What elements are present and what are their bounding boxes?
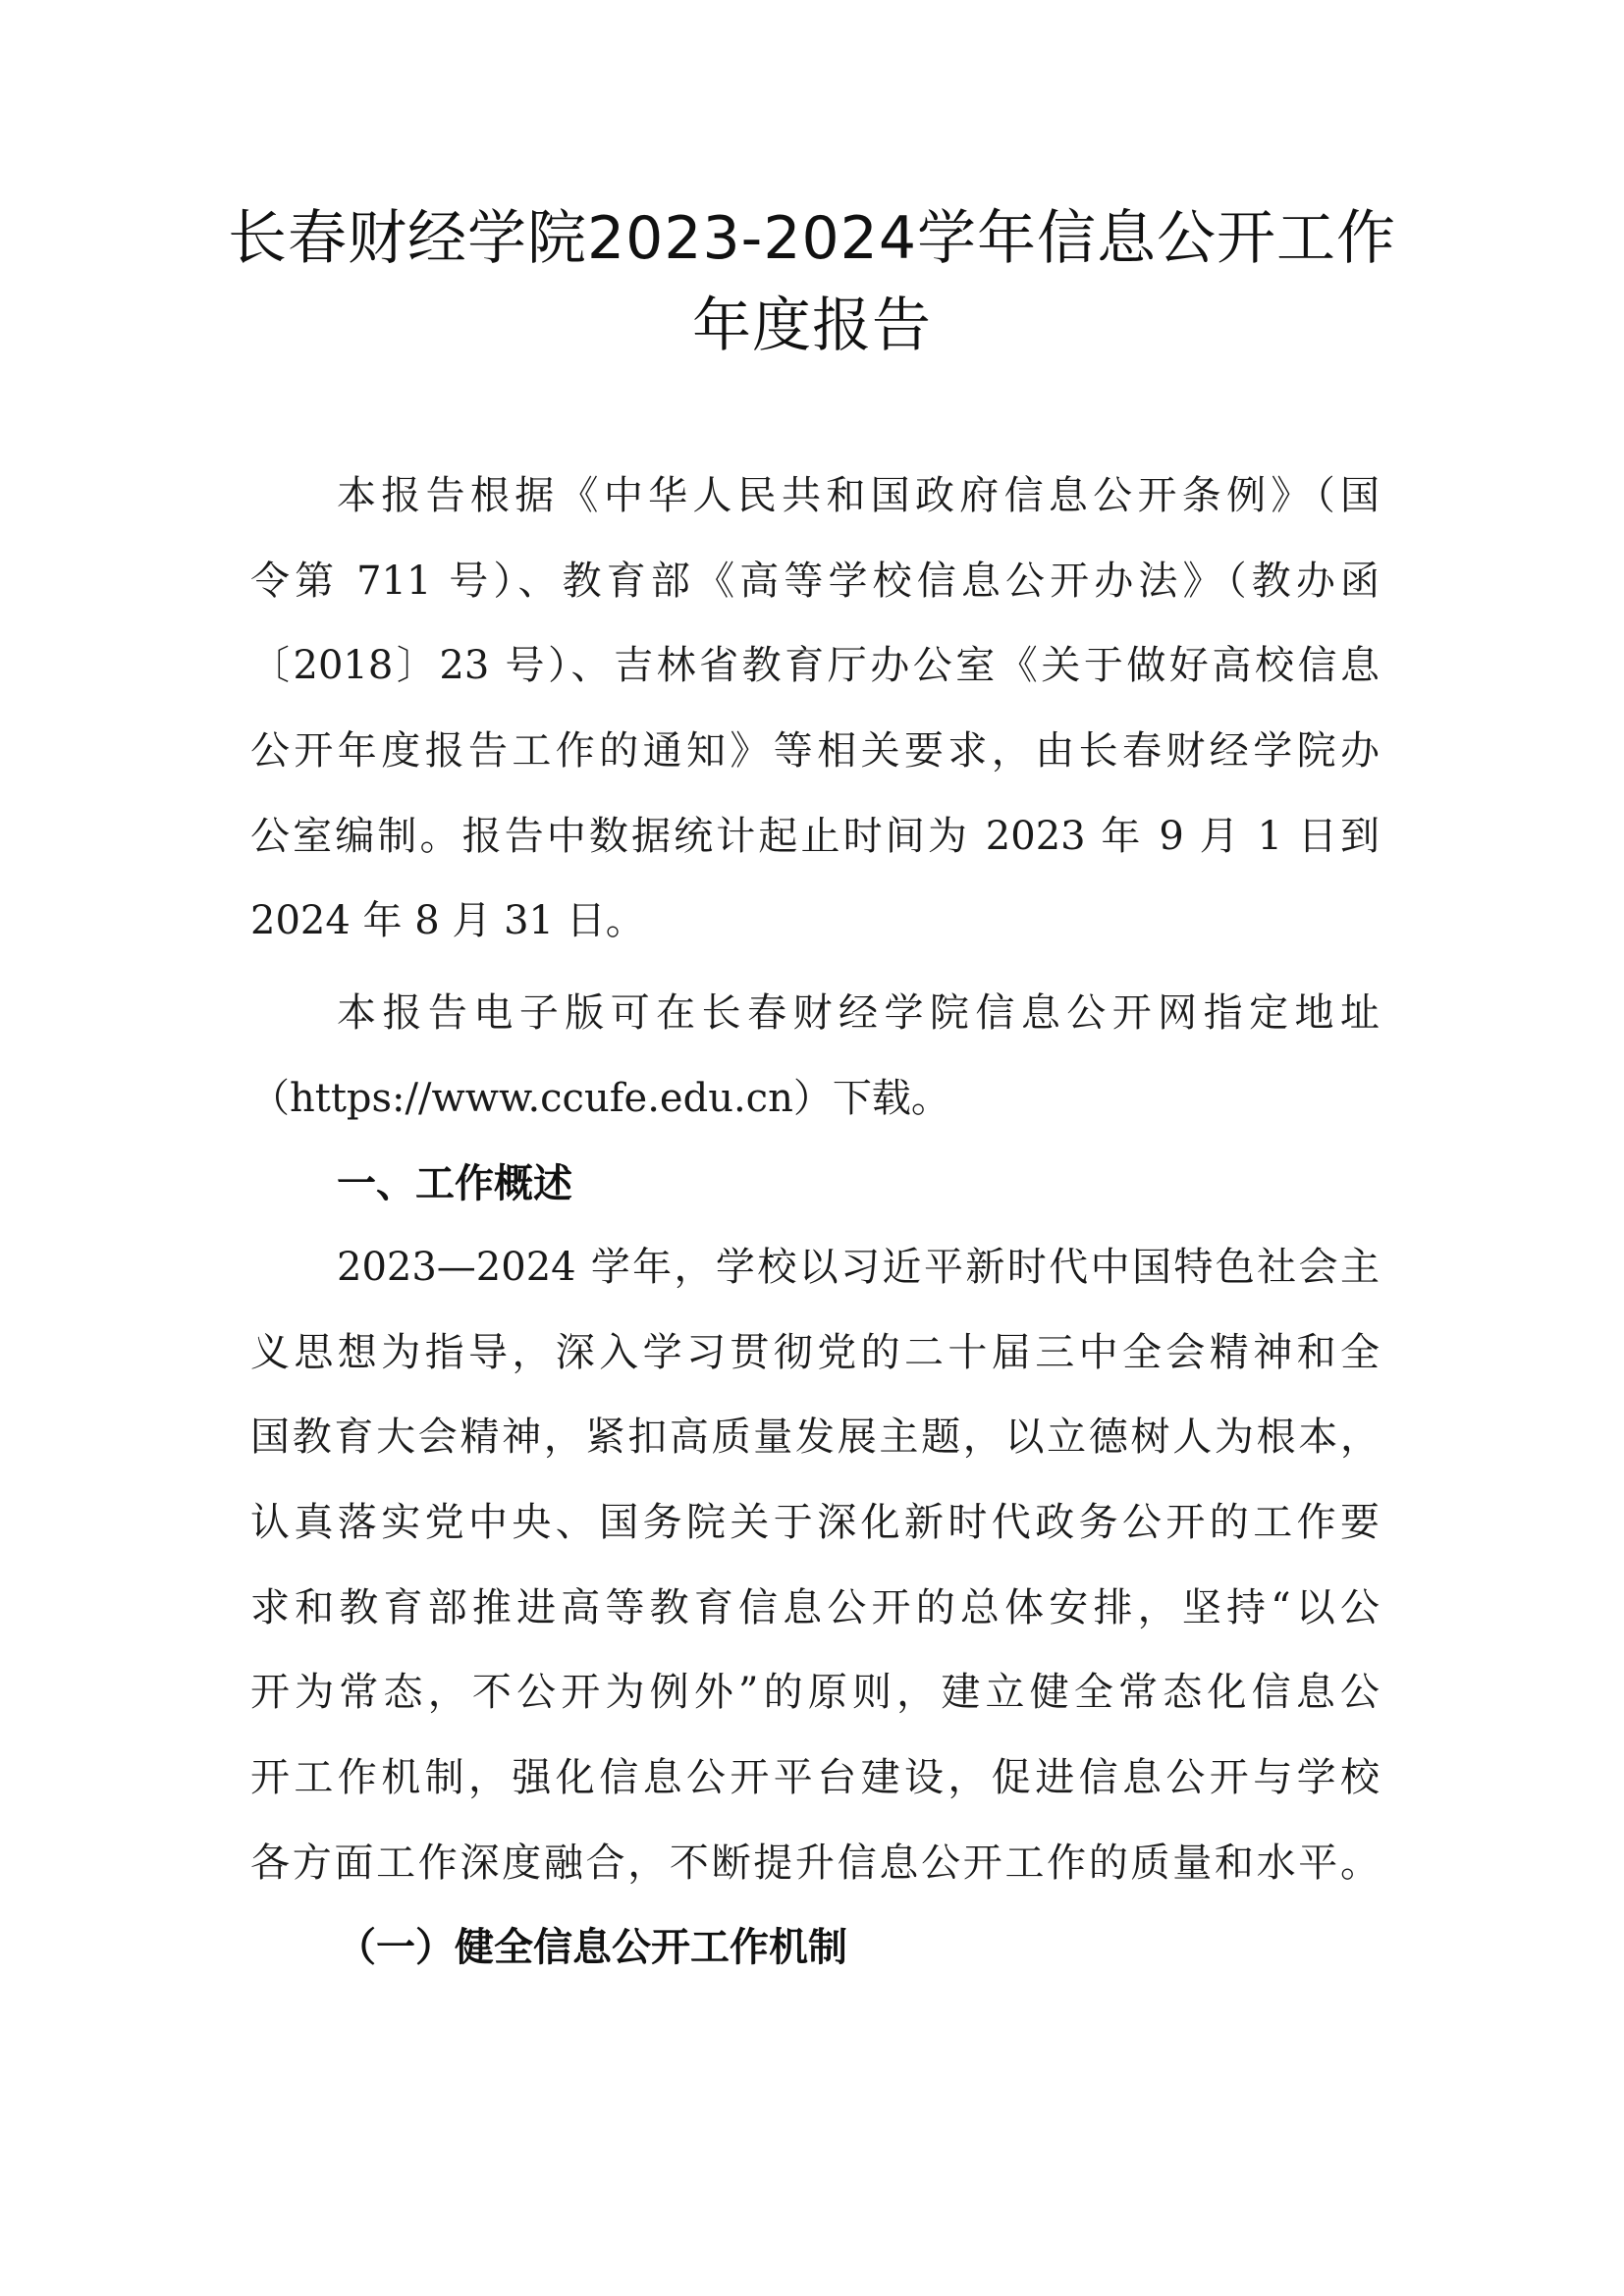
overview-line-1: 2023—2024 学年，学校以习近平新时代中国特色社会主 bbox=[337, 1245, 1380, 1290]
subsection-heading-mechanism: （一）健全信息公开工作机制 bbox=[337, 1925, 847, 1970]
intro-line-2: 令第 711 号）、教育部《高等学校信息公开办法》（教办函 bbox=[250, 559, 1380, 604]
overview-line-2: 义思想为指导，深入学习贯彻党的二十届三中全会精神和全 bbox=[250, 1330, 1380, 1375]
overview-line-8: 各方面工作深度融合，不断提升信息公开工作的质量和水平。 bbox=[250, 1841, 1380, 1886]
document-title-line-2: 年度报告 bbox=[692, 292, 932, 360]
overview-line-4: 认真落实党中央、国务院关于深化新时代政务公开的工作要 bbox=[250, 1500, 1380, 1545]
intro-line-5: 公室编制。报告中数据统计起止时间为 2023 年 9 月 1 日到 bbox=[250, 814, 1380, 859]
overview-line-5: 求和教育部推进高等教育信息公开的总体安排，坚持“以公 bbox=[250, 1585, 1380, 1630]
overview-line-3: 国教育大会精神，紧扣高质量发展主题，以立德树人为根本， bbox=[250, 1415, 1380, 1460]
download-line-2: （https://www.ccufe.edu.cn）下载。 bbox=[250, 1076, 950, 1121]
document-title-line-1: 长春财经学院2023-2024学年信息公开工作 bbox=[227, 204, 1397, 273]
intro-line-3: 〔2018〕23 号）、吉林省教育厅办公室《关于做好高校信息 bbox=[250, 643, 1380, 688]
intro-line-4: 公开年度报告工作的通知》等相关要求，由长春财经学院办 bbox=[250, 728, 1380, 774]
overview-line-6: 开为常态，不公开为例外”的原则，建立健全常态化信息公 bbox=[250, 1670, 1380, 1715]
intro-line-6: 2024 年 8 月 31 日。 bbox=[250, 898, 645, 943]
section-heading-overview: 一、工作概述 bbox=[337, 1161, 572, 1206]
overview-line-7: 开工作机制，强化信息公开平台建设，促进信息公开与学校 bbox=[250, 1755, 1380, 1800]
intro-line-1: 本报告根据《中华人民共和国政府信息公开条例》（国 bbox=[337, 473, 1380, 518]
download-line-1: 本报告电子版可在长春财经学院信息公开网指定地址 bbox=[337, 990, 1380, 1036]
